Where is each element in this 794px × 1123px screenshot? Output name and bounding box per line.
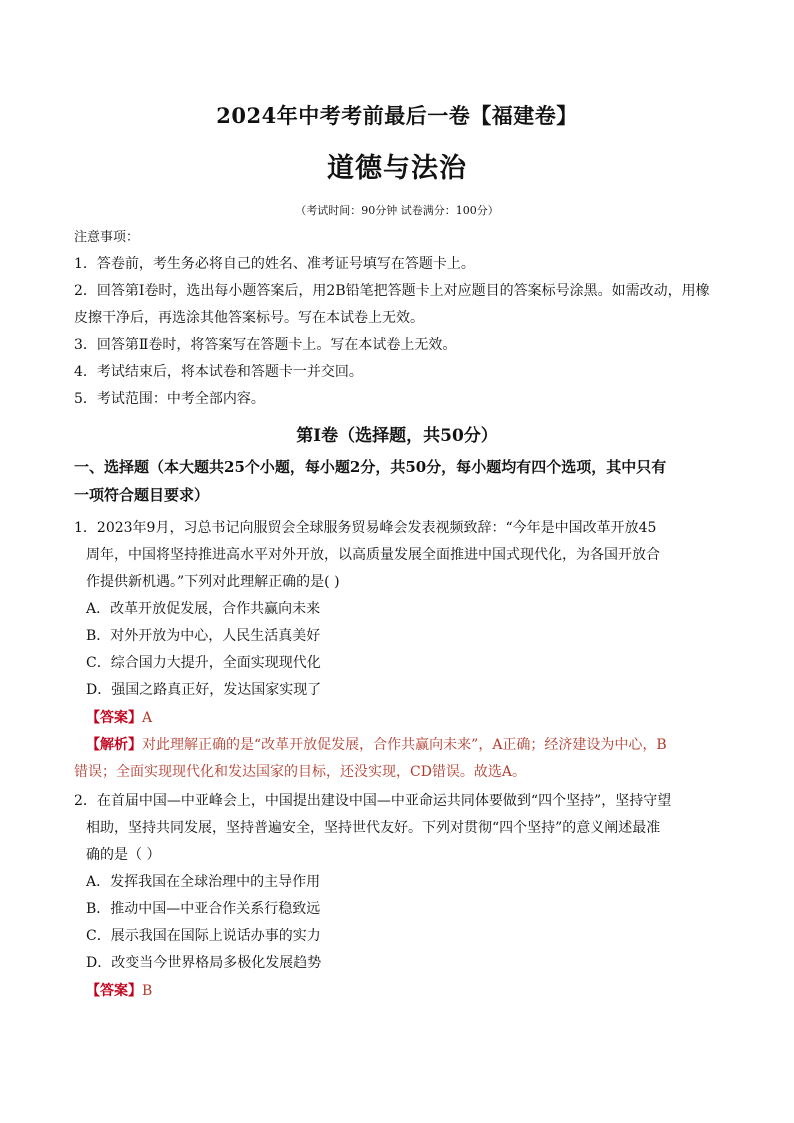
subject-title: 道德与法治 bbox=[327, 153, 467, 184]
answer-value: B bbox=[142, 983, 153, 999]
notice-item: 5．考试范围：中考全部内容。 bbox=[74, 391, 265, 407]
answer bbox=[86, 981, 152, 1001]
question-stem: 相助，坚持共同发展，坚持普遍安全，坚持世代友好。下列对贯彻“四个坚持”的意义阐述最准 bbox=[86, 820, 661, 836]
option: B．推动中国—中亚合作关系行稳致远 bbox=[86, 901, 321, 917]
section-title: 第Ⅰ卷（选择题，共50分） bbox=[296, 426, 498, 446]
answer bbox=[86, 708, 152, 728]
answer-value: A bbox=[142, 710, 153, 726]
analysis bbox=[86, 735, 667, 755]
exam-title: 2024年中考考前最后一卷【福建卷】 bbox=[216, 103, 578, 128]
section-instruction: 一、选择题（本大题共25个小题，每小题2分，共50分，每小题均有四个选项，其中只有 bbox=[74, 458, 667, 476]
question-stem: 周年，中国将坚持推进高水平对外开放，以高质量发展全面推进中国式现代化，为各国开放合 bbox=[86, 547, 660, 563]
analysis-label: 【解析】 bbox=[86, 737, 142, 753]
analysis-text: 错误；全面实现现代化和发达国家的目标，还没实现，CD错误。故选A。 bbox=[74, 764, 527, 780]
analysis-text: 对此理解正确的是“改革开放促发展，合作共赢向未来”，A正确；经济建设为中心，B bbox=[142, 737, 667, 753]
notice-item: 3．回答第Ⅱ卷时，将答案写在答题卡上。写在本试卷上无效。 bbox=[74, 337, 457, 353]
question-stem: 确的是（ ） bbox=[86, 847, 161, 863]
option: B．对外开放为中心，人民生活真美好 bbox=[86, 628, 321, 644]
notice-item: 皮擦干净后，再选涂其他答案标号。写在本试卷上无效。 bbox=[74, 310, 424, 326]
notice-heading: 注意事项： bbox=[74, 230, 140, 245]
option: D．强国之路真正好，发达国家实现了 bbox=[86, 682, 322, 698]
section-instruction: 一项符合题目要求） bbox=[74, 486, 210, 504]
option: C．展示我国在国际上说话办事的实力 bbox=[86, 928, 321, 944]
question-stem: 1．2023年9月，习总书记向服贸会全球服务贸易峰会发表视频致辞：“今年是中国改革开放45 bbox=[74, 520, 657, 536]
notice-item: 1．答卷前，考生务必将自己的姓名、准考证号填写在答题卡上。 bbox=[74, 256, 475, 272]
option: C．综合国力大提升，全面实现现代化 bbox=[86, 655, 321, 671]
notice-item: 2．回答第Ⅰ卷时，选出每小题答案后，用2B铅笔把答题卡上对应题目的答案标号涂黑。如需改动，用橡 bbox=[74, 283, 710, 299]
answer-label: 【答案】 bbox=[86, 983, 142, 999]
option: A．改革开放促发展，合作共赢向未来 bbox=[86, 601, 321, 617]
notice-item: 4．考试结束后，将本试卷和答题卡一并交回。 bbox=[74, 364, 363, 380]
option: A．发挥我国在全球治理中的主导作用 bbox=[86, 874, 321, 890]
option: D．改变当今世界格局多极化发展趋势 bbox=[86, 955, 322, 971]
question-stem: 2．在首届中国—中亚峰会上，中国提出建设中国—中亚命运共同体要做到“四个坚持”，坚持守望 bbox=[74, 793, 672, 809]
exam-meta: （考试时间：90分钟 试卷满分：100分） bbox=[295, 204, 499, 217]
answer-label: 【答案】 bbox=[86, 710, 142, 726]
question-stem: 作提供新机遇。”下列对此理解正确的是( ) bbox=[86, 574, 340, 590]
